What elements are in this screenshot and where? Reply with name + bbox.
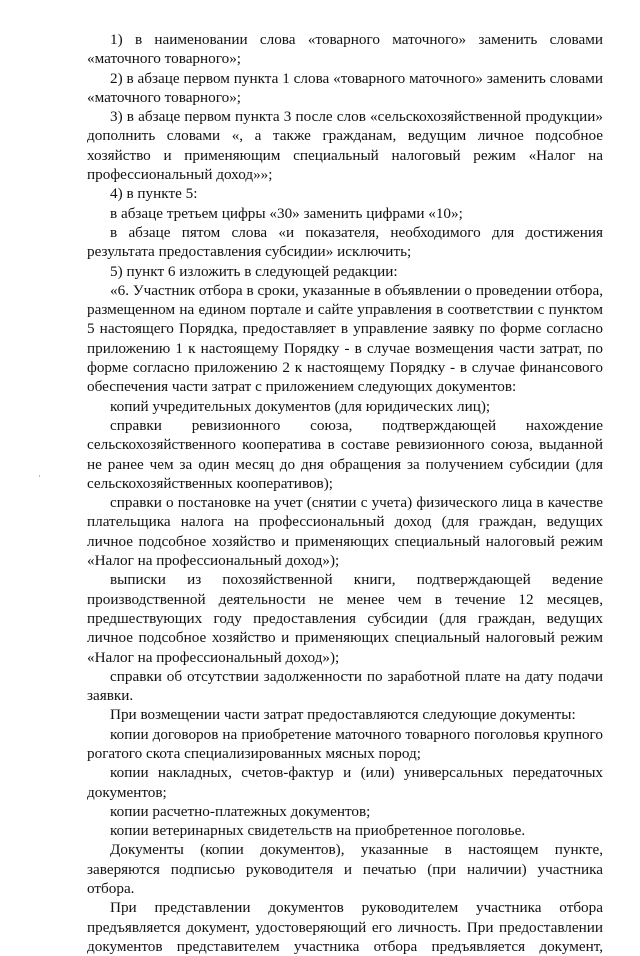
paragraph-1: 1) в наименовании слова «товарного маточного» заменить словами «маточного товарного»; xyxy=(87,31,603,68)
paragraph-14: При возмещении части затрат предоставляются следующие документы: xyxy=(110,706,576,724)
paragraph-12: выписки из похозяйственной книги, подтверждающей ведение производственной деятельности не менее чем в течение 12 месяцев, предшествующих году предоставления субсидии (для граждан, ведущих личное подсобное хозяйство и применяющих специальный налоговый режим «Налог на профессиональный доход»); xyxy=(87,571,603,666)
paragraph-2: 2) в абзаце первом пункта 1 слова «товарного маточного» заменить словами «маточного товарного»; xyxy=(87,69,603,106)
document-body xyxy=(87,30,603,956)
paragraph-19: Документы (копии документов), указанные в настоящем пункте, заверяются подписью руководителя и печатью (при наличии) участника отбора. xyxy=(87,841,603,898)
paragraph-3: 3) в абзаце первом пункта 3 после слов «сельскохозяйственной продукции» дополнить словами «, а также гражданам, ведущим личное подсобное хозяйство и применяющим специальный налоговый режим «Налог на профессиональный доход»»; xyxy=(87,108,603,184)
paragraph-13: справки об отсутствии задолженности по заработной плате на дату подачи заявки. xyxy=(87,667,603,705)
paragraph-11: справки о постановке на учет (снятии с учета) физического лица в качестве плательщика налога на профессиональный доход (для граждан, ведущих личное подсобное хозяйство и применяющих специальный налоговый режим «Налог на профессиональный доход»); xyxy=(87,494,603,570)
paragraph-8: «6. Участник отбора в сроки, указанные в объявлении о проведении отбора, размещенном на едином портале и сайте управления в соответствии с пунктом 5 настоящего Порядка, предоставляет в управление заявку по форме согласно приложению 1 к настоящему Порядку - в случае возмещения части затрат, по форме согласно приложению 2 к настоящему Порядку - в случае финансового обеспечения части затрат с приложением следующих документов: xyxy=(87,281,603,396)
paragraph-7: 5) пункт 6 изложить в следующей редакции: xyxy=(110,262,398,280)
paragraph-20: При представлении документов руководителем участника отбора предъявляется документ, удостоверяющий его личность. При предоставлении документов представителем участника отбора предъявляется документ, xyxy=(87,899,603,955)
paragraph-18: копии ветеринарных свидетельств на приобретенное поголовье. xyxy=(110,822,526,840)
paragraph-5: в абзаце третьем цифры «30» заменить цифрами «10»; xyxy=(110,204,463,222)
paragraph-16: копии накладных, счетов-фактур и (или) универсальных передаточных документов; xyxy=(87,764,603,801)
paragraph-10: справки ревизионного союза, подтверждающей нахождение сельскохозяйственного кооператива в составе ревизионного союза, выданной не ранее чем за один месяц до дня обращения за получением субсидии (для сельскохозяйственных кооперативов); xyxy=(87,416,603,492)
paragraph-6: в абзаце пятом слова «и показателя, необходимого для достижения результата предоставления субсидии» исключить; xyxy=(87,223,603,261)
paragraph-17: копии расчетно-платежных документов; xyxy=(110,802,371,820)
paragraph-4: 4) в пункте 5: xyxy=(110,185,198,203)
paragraph-15: копии договоров на приобретение маточного товарного поголовья крупного рогатого скота специализированных мясных пород; xyxy=(87,725,603,762)
paragraph-9: копий учредительных документов (для юридических лиц); xyxy=(110,397,491,415)
margin-speck xyxy=(39,475,40,477)
